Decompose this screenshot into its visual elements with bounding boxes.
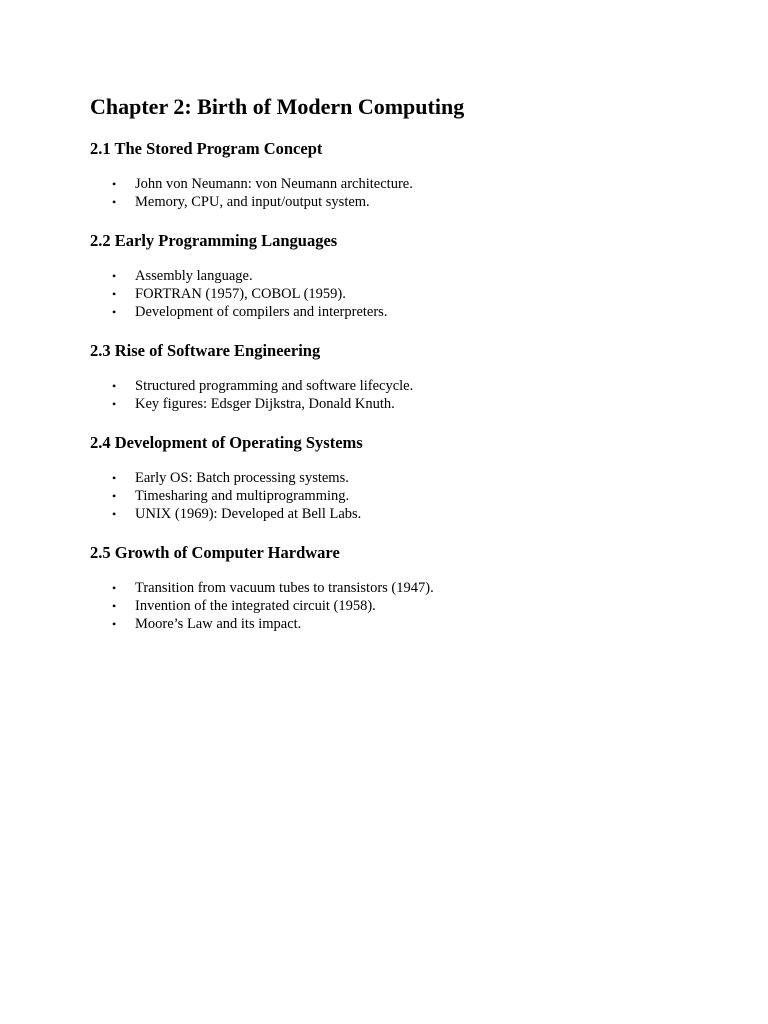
bullet-list (90, 579, 690, 633)
list-item-text: Transition from vacuum tubes to transistors (1947). (135, 580, 434, 596)
section-stored-program-concept (90, 138, 690, 211)
list-item-text: Memory, CPU, and input/output system. (135, 194, 370, 210)
list-item (90, 377, 690, 395)
bullet-list (90, 175, 690, 211)
bullet-icon: • (112, 177, 117, 191)
section-development-of-operating-systems (90, 432, 690, 523)
section-heading: 2.2 Early Programming Languages (90, 231, 338, 250)
bullet-icon: • (112, 471, 117, 485)
bullet-icon: • (112, 397, 117, 411)
list-item-text: Early OS: Batch processing systems. (135, 470, 349, 486)
section-growth-of-computer-hardware (90, 542, 690, 633)
list-item (90, 615, 690, 633)
bullet-icon: • (112, 507, 117, 521)
list-item-text: Timesharing and multiprogramming. (135, 488, 350, 504)
bullet-list (90, 469, 690, 523)
list-item-text: Key figures: Edsger Dijkstra, Donald Knuth. (135, 396, 395, 412)
bullet-icon: • (112, 379, 117, 393)
section-heading: 2.3 Rise of Software Engineering (90, 341, 321, 360)
bullet-icon: • (112, 599, 117, 613)
list-item-text: Moore’s Law and its impact. (135, 616, 302, 632)
section-heading: 2.5 Growth of Computer Hardware (90, 543, 340, 562)
bullet-icon: • (112, 489, 117, 503)
list-item (90, 469, 690, 487)
section-heading: 2.1 The Stored Program Concept (90, 139, 323, 158)
list-item (90, 505, 690, 523)
list-item-text: Invention of the integrated circuit (1958). (135, 598, 376, 614)
list-item-text: FORTRAN (1957), COBOL (1959). (135, 286, 346, 302)
list-item (90, 285, 690, 303)
list-item (90, 487, 690, 505)
bullet-icon: • (112, 305, 117, 319)
chapter-title: Chapter 2: Birth of Modern Computing (90, 94, 465, 119)
list-item (90, 193, 690, 211)
bullet-icon: • (112, 269, 117, 283)
list-item (90, 597, 690, 615)
bullet-icon: • (112, 195, 117, 209)
bullet-list (90, 267, 690, 321)
section-heading: 2.4 Development of Operating Systems (90, 433, 363, 452)
section-rise-of-software-engineering (90, 340, 690, 413)
bullet-icon: • (112, 581, 117, 595)
list-item (90, 303, 690, 321)
bullet-list (90, 377, 690, 413)
bullet-icon: • (112, 617, 117, 631)
list-item-text: Development of compilers and interpreters. (135, 304, 388, 320)
list-item (90, 579, 690, 597)
list-item (90, 267, 690, 285)
bullet-icon: • (112, 287, 117, 301)
list-item (90, 395, 690, 413)
list-item-text: John von Neumann: von Neumann architecture. (135, 176, 413, 192)
section-early-programming-languages (90, 230, 690, 321)
list-item-text: UNIX (1969): Developed at Bell Labs. (135, 506, 362, 522)
list-item (90, 175, 690, 193)
list-item-text: Assembly language. (135, 268, 253, 284)
list-item-text: Structured programming and software lifecycle. (135, 378, 414, 394)
